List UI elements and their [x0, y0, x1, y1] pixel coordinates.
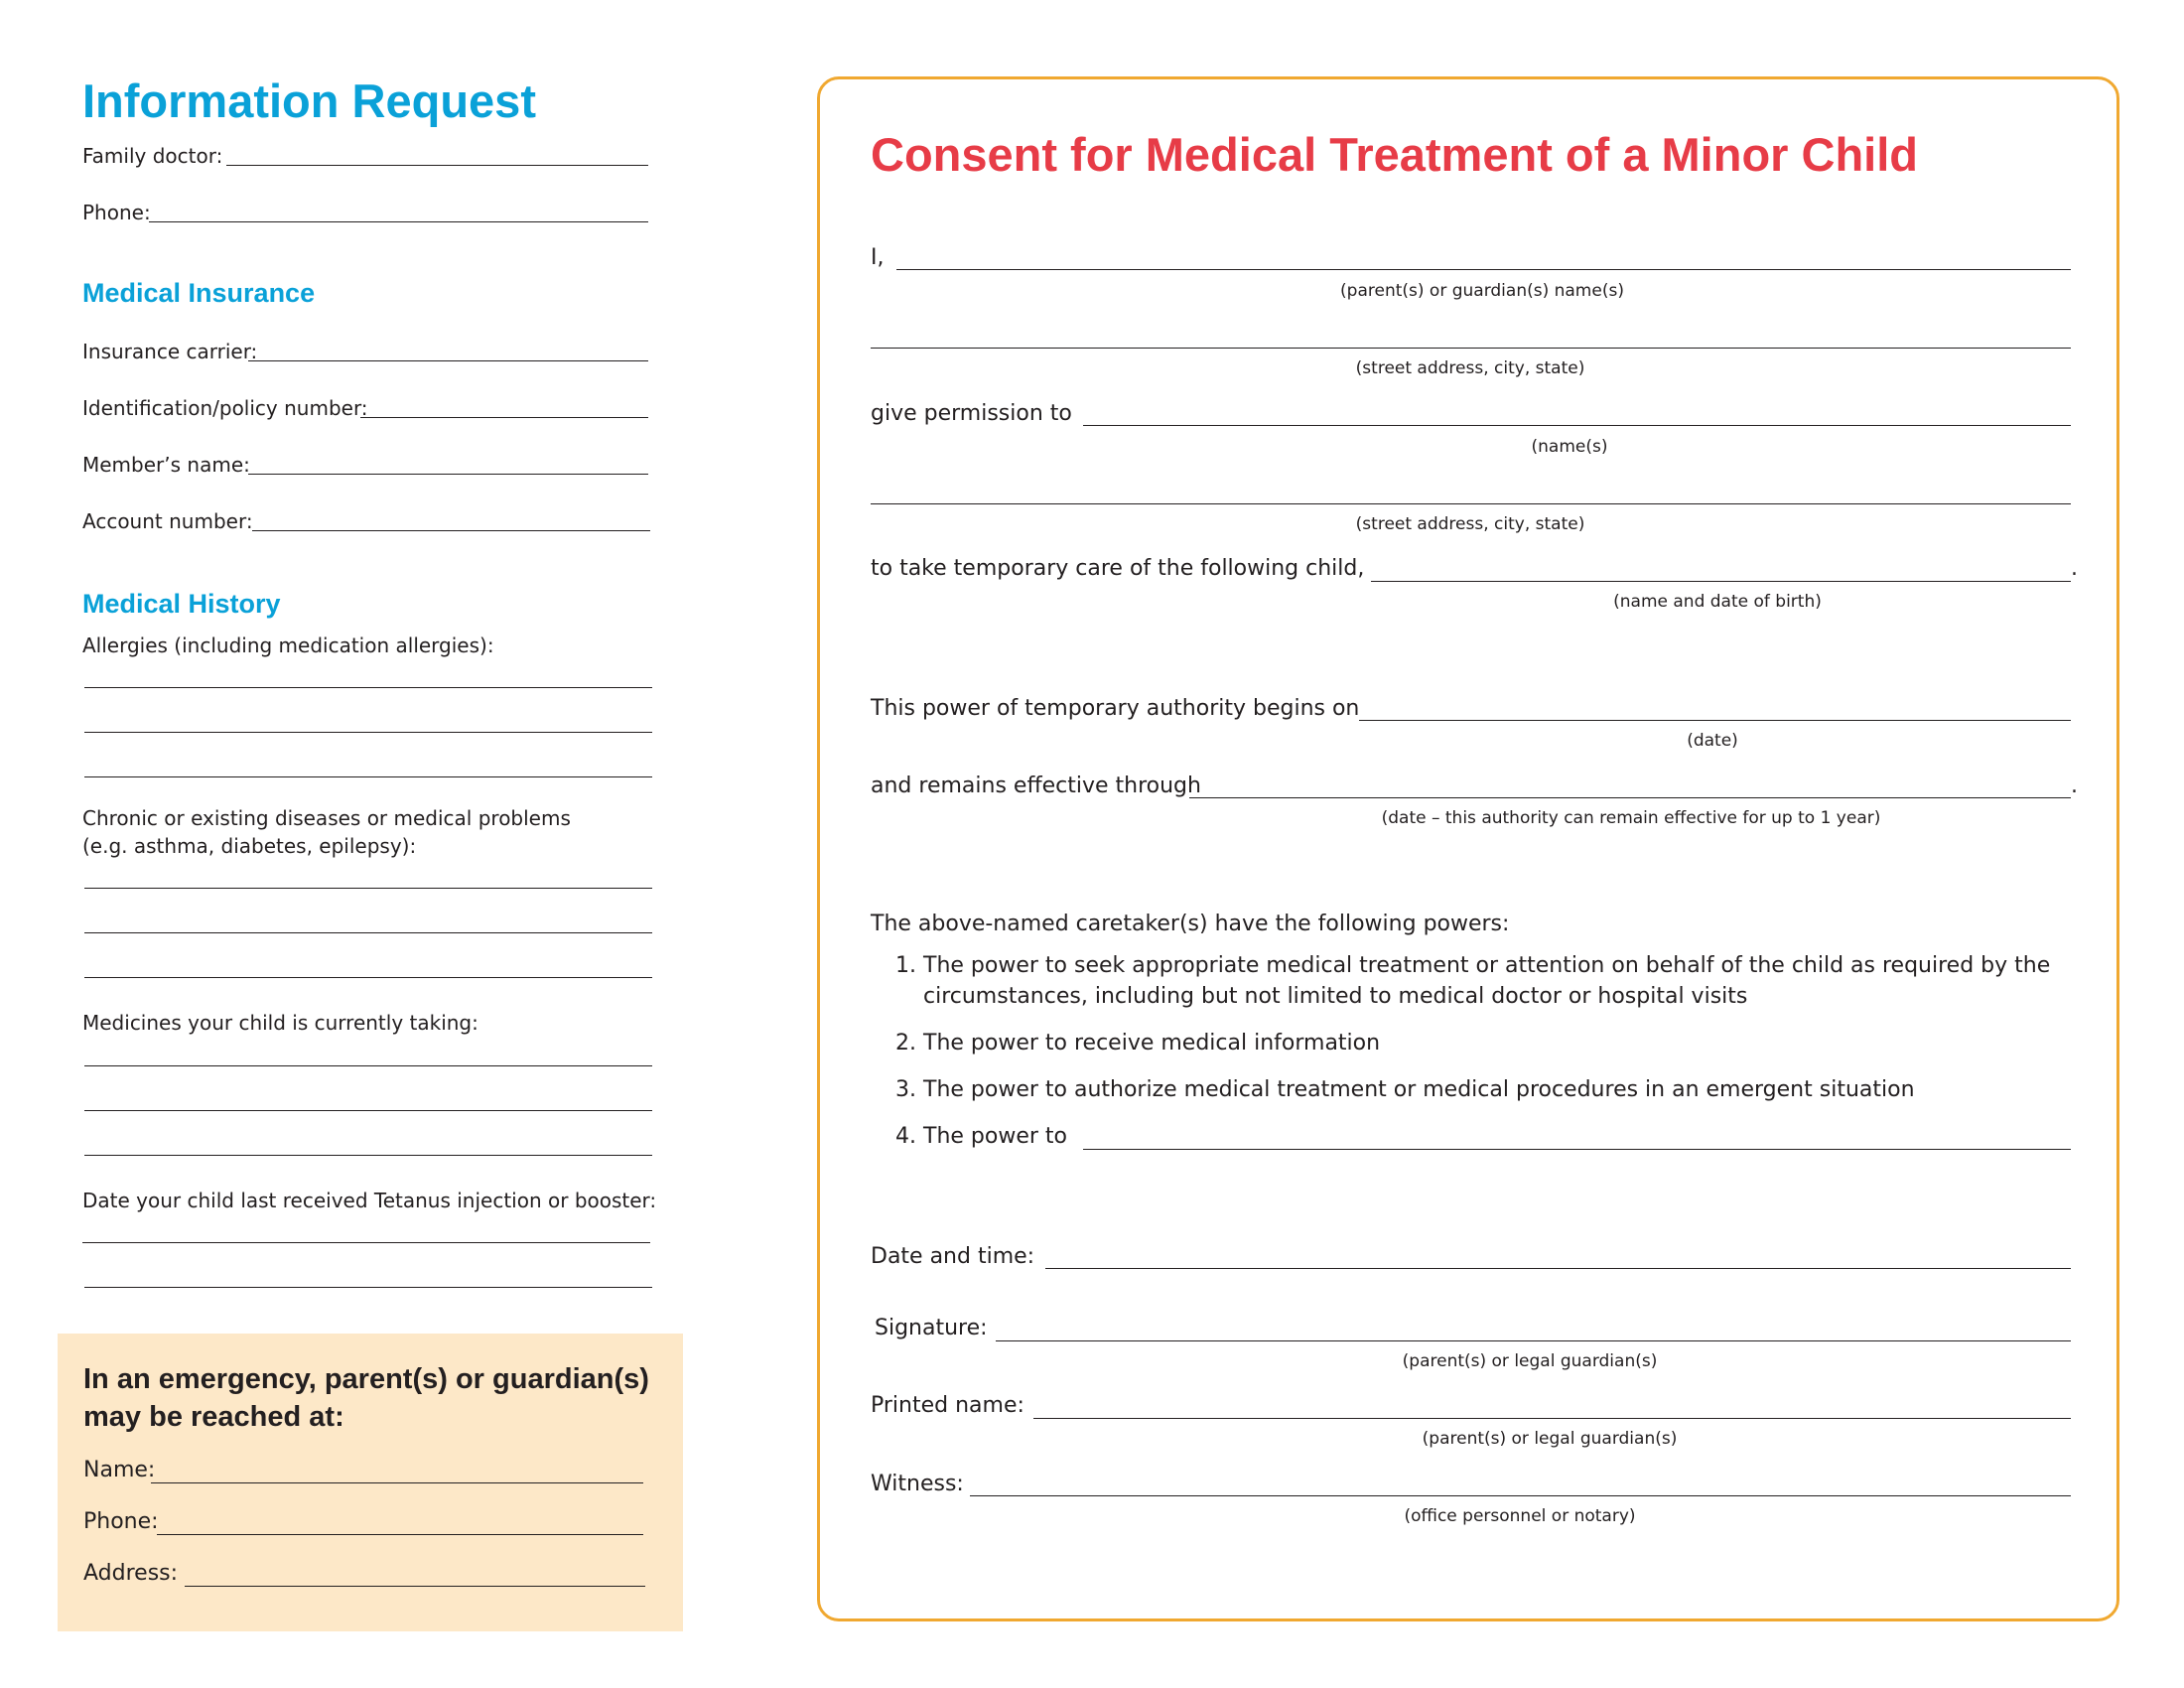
consent-title: Consent for Medical Treatment of a Minor Child [871, 128, 1918, 181]
signature-label: Signature: [875, 1316, 988, 1340]
parent-address-field[interactable] [871, 348, 2071, 349]
power-4-number: 4. [895, 1124, 916, 1149]
tetanus-line-1[interactable] [82, 1242, 650, 1243]
medical-history-heading: Medical History [82, 589, 281, 619]
medical-insurance-heading: Medical Insurance [82, 278, 316, 308]
medicines-line-3[interactable] [84, 1155, 652, 1156]
emergency-phone-field[interactable] [157, 1534, 643, 1535]
insurance-carrier-label: Insurance carrier: [82, 340, 258, 363]
phone-field[interactable] [149, 221, 648, 222]
medicines-line-2[interactable] [84, 1110, 652, 1111]
begin-date-caption: (date) [1687, 731, 1738, 751]
child-name-period: . [2071, 556, 2078, 581]
power-3-number: 3. [895, 1077, 916, 1102]
caretaker-address-caption: (street address, city, state) [1355, 514, 1585, 534]
effective-through-label: and remains effective through [871, 774, 1201, 798]
medicines-label: Medicines your child is currently taking: [82, 1011, 478, 1035]
caretaker-name-caption: (name(s) [1531, 437, 1608, 457]
begins-on-label: This power of temporary authority begins on [871, 696, 1360, 721]
emergency-heading [83, 1360, 649, 1436]
allergies-line-3[interactable] [84, 776, 652, 777]
begin-date-field[interactable] [1359, 720, 2071, 721]
parent-name-caption: (parent(s) or guardian(s) name(s) [1340, 281, 1624, 301]
account-number-field[interactable] [252, 530, 650, 531]
emergency-heading-line-1: In an emergency, parent(s) or guardian(s) [83, 1363, 649, 1395]
phone-label: Phone: [82, 201, 151, 224]
emergency-phone-label: Phone: [83, 1509, 159, 1534]
give-permission-label: give permission to [871, 401, 1072, 426]
members-name-label: Member’s name: [82, 453, 250, 477]
signature-field[interactable] [996, 1340, 2071, 1341]
policy-number-field[interactable] [360, 417, 648, 418]
chronic-label-line-1: Chronic or existing diseases or medical problems [82, 806, 571, 830]
power-4-field[interactable] [1083, 1149, 2071, 1150]
power-3-text: The power to authorize medical treatment or medical procedures in an emergent situation [923, 1077, 1915, 1102]
i-label: I, [871, 245, 885, 270]
end-date-field[interactable] [1189, 797, 2071, 798]
printed-name-field[interactable] [1033, 1418, 2071, 1419]
power-2-text: The power to receive medical information [923, 1031, 1381, 1055]
powers-intro: The above-named caretaker(s) have the following powers: [871, 912, 1510, 936]
caretaker-name-field[interactable] [1083, 425, 2071, 426]
power-1-text-line-1: The power to seek appropriate medical treatment or attention on behalf of the child as required by the [923, 953, 2051, 978]
end-date-period: . [2071, 774, 2078, 798]
power-2-number: 2. [895, 1031, 916, 1055]
consent-panel [817, 76, 2119, 1621]
emergency-name-field[interactable] [151, 1482, 643, 1483]
end-date-caption: (date – this authority can remain effective for up to 1 year) [1381, 808, 1881, 828]
witness-caption: (office personnel or notary) [1404, 1506, 1636, 1526]
medicines-line-1[interactable] [84, 1065, 652, 1066]
family-doctor-label: Family doctor: [82, 144, 223, 168]
insurance-carrier-field[interactable] [248, 360, 648, 361]
chronic-line-1[interactable] [84, 888, 652, 889]
members-name-field[interactable] [248, 474, 648, 475]
child-name-caption: (name and date of birth) [1613, 592, 1822, 612]
chronic-label-line-2: (e.g. asthma, diabetes, epilepsy): [82, 834, 417, 858]
allergies-line-2[interactable] [84, 732, 652, 733]
emergency-name-label: Name: [83, 1458, 156, 1482]
printed-name-caption: (parent(s) or legal guardian(s) [1422, 1429, 1678, 1449]
signature-caption: (parent(s) or legal guardian(s) [1402, 1351, 1658, 1371]
chronic-line-2[interactable] [84, 932, 652, 933]
info-request-title: Information Request [82, 74, 536, 127]
allergies-label: Allergies (including medication allergies): [82, 633, 494, 657]
parent-name-field[interactable] [896, 269, 2071, 270]
printed-name-label: Printed name: [871, 1393, 1024, 1418]
date-time-label: Date and time: [871, 1244, 1035, 1269]
date-time-field[interactable] [1045, 1268, 2071, 1269]
power-1-text-line-2: circumstances, including but not limited to medical doctor or hospital visits [923, 984, 1748, 1009]
chronic-line-3[interactable] [84, 977, 652, 978]
allergies-line-1[interactable] [84, 687, 652, 688]
parent-address-caption: (street address, city, state) [1355, 358, 1585, 378]
temporary-care-label: to take temporary care of the following child, [871, 556, 1365, 581]
emergency-heading-line-2: may be reached at: [83, 1401, 344, 1433]
caretaker-address-field[interactable] [871, 503, 2071, 504]
child-name-field[interactable] [1371, 581, 2071, 582]
tetanus-line-2[interactable] [84, 1287, 652, 1288]
emergency-address-label: Address: [83, 1561, 179, 1586]
policy-number-label: Identification/policy number: [82, 396, 368, 420]
tetanus-label: Date your child last received Tetanus injection or booster: [82, 1189, 657, 1212]
witness-label: Witness: [871, 1472, 964, 1496]
family-doctor-field[interactable] [226, 165, 648, 166]
account-number-label: Account number: [82, 509, 253, 533]
power-4-text: The power to [923, 1124, 1067, 1149]
witness-field[interactable] [970, 1495, 2071, 1496]
power-1-number: 1. [895, 953, 916, 978]
emergency-address-field[interactable] [185, 1586, 645, 1587]
